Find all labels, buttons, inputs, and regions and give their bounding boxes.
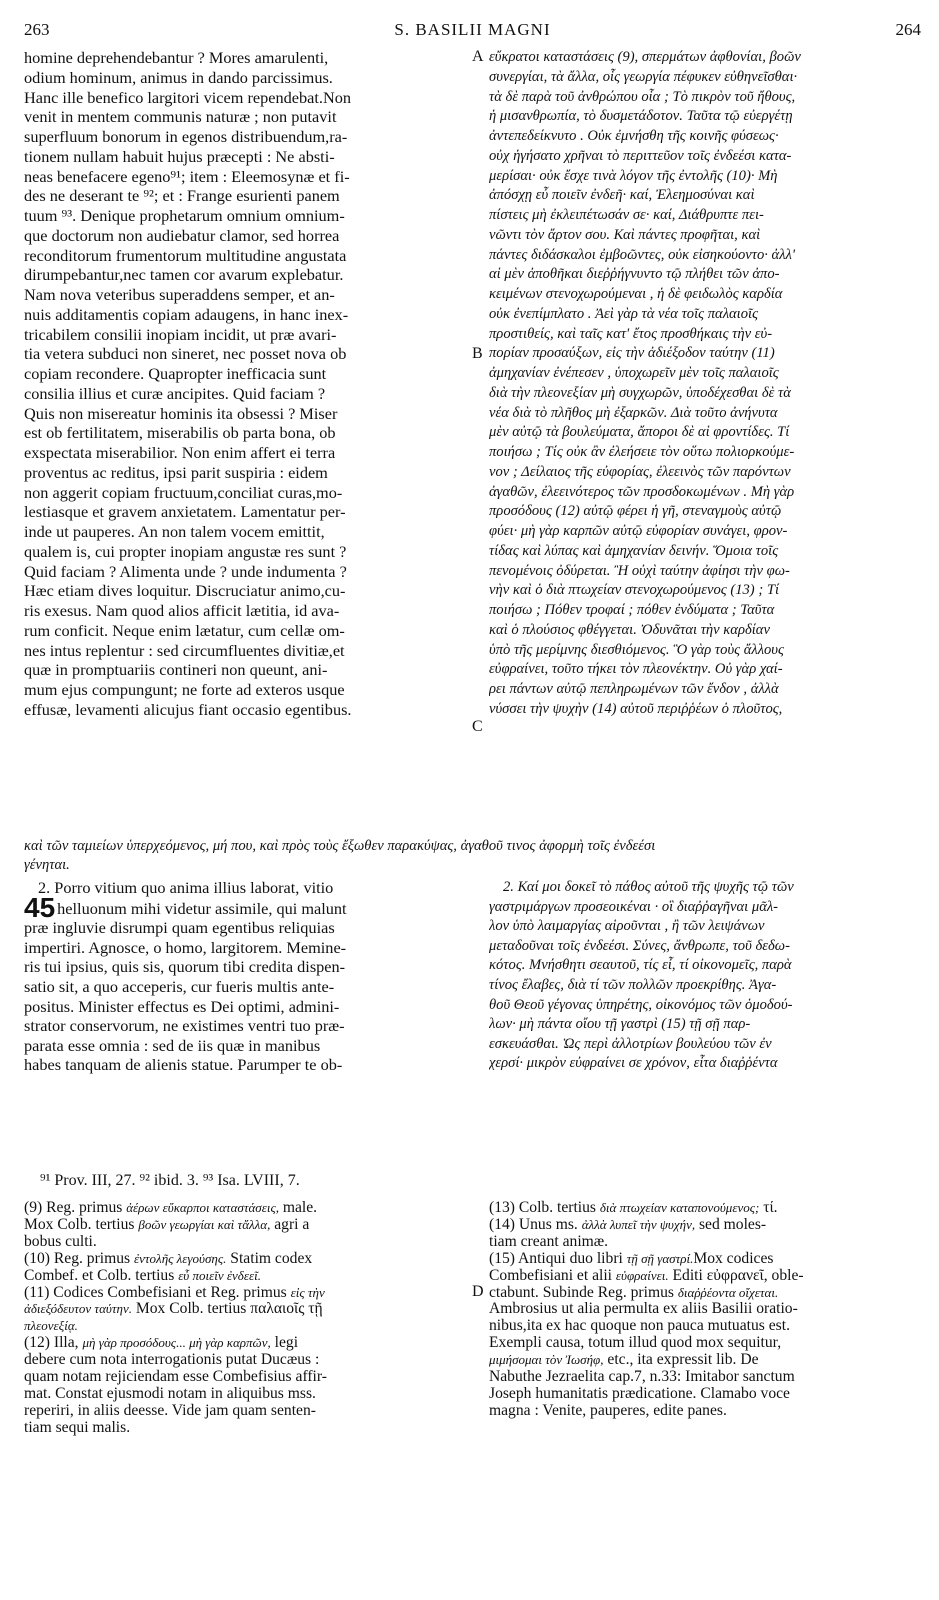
greek-text-line: πενομένοις ὀδύρεται. Ἢ οὐχὶ ταύτην ἀφίησι τὴν φω- [489, 562, 790, 579]
greek-text-line: αἱ μὲν ἀποθῆκαι διεῤῥήγνυντο τῷ πλήθει τῶν ἀπο- [489, 266, 780, 283]
greek-section2-line: χερσί· μικρὸν εὐφραίνει σε χρόνον, εἶτα διαῤῥέντα [489, 1055, 778, 1072]
latin-text-line: nes intus replentur : sed circumfluentes divitiæ,et [24, 640, 345, 660]
greek-text-line: νέα διὰ τὸ πλῆθος μὴ ἐξαρκῶν. Διὰ τοῦτο ἀνήνυτα [489, 404, 778, 421]
latin-text-line: quæ in promptuariis contineri non queunt, ani- [24, 660, 328, 680]
latin-text-line: homine deprehendebantur ? Mores amarulenti, [24, 48, 329, 67]
greek-text-line: νύσσει τὴν ψυχὴν (14) αὐτοῦ περιῤῥέων ὁ πλοῦτος, [489, 700, 783, 717]
latin-text-line: Nam nova veteribus superaddens semper, et an- [24, 285, 335, 304]
latin-text-line: Hanc ille benefico largitori vicem rependebat.Non [24, 87, 352, 107]
greek-text-line: φύει· μὴ γὰρ καρπῶν αὐτῷ εὐφορίαν συνάγει, φρον- [489, 523, 788, 539]
footnotes-right [489, 1200, 921, 1420]
greek-text-line: ἀμηχανίαν ἐνέπεσεν , ὑποχωρεῖν μὲν τοῖς παλαιοῖς [489, 365, 779, 381]
latin-section2-line: 45 helluonum mihi videtur assimile, qui malunt [24, 898, 469, 919]
greek-text-line: ἀπόσχῃ εὖ ποιεῖν ἐνδεῆ· καί, Ἐλεημοσύναι καὶ [489, 187, 755, 204]
greek-section2-line: εσκευάσθαι. Ὡς περὶ ἀλλοτρίων βουλεύου τῶν ἐν [489, 1035, 772, 1052]
latin-section2-line: ris tui ipsius, quis sis, quorum tibi credita dispen- [24, 957, 346, 977]
greek-section2-line: λων· μὴ πάντα οἴου τῇ γαστρὶ (15) τῇ σῇ παρ- [489, 1016, 751, 1033]
latin-section2-line: parata esse omnia : sed de iis quæ in manibus [24, 1035, 321, 1055]
latin-text-line: Hæc etiam dives loquitur. Discruciatur animo,cu- [24, 581, 346, 601]
footnote-line: (13) Colb. tertius διὰ πτωχείαν καταπονούμενος; τί. [489, 1200, 778, 1216]
latin-text-line: venit in mentem communis naturæ ; non putavit [24, 107, 337, 127]
latin-section2-line: 2. Porro vitium quo anima illius laborat, vitio [38, 878, 334, 897]
footnote-line: Combef. et Colb. tertius εὖ ποιεῖν ἐνδεεῖ. [24, 1267, 261, 1284]
latin-section2-line: satio sit, a quo acceperis, cur fueris multis ante- [24, 976, 335, 996]
footnote-line: (11) Codices Combefisiani et Reg. primus εἰς τὴν [24, 1284, 325, 1301]
footnote-line: tiam sequi malis. [24, 1419, 131, 1436]
footnotes-left [24, 1200, 464, 1437]
latin-text-line: mum ejus compungunt; ne forte ad exteros usque [24, 680, 345, 699]
latin-text-line: neas benefacere egeno⁹¹; item : Eleemosynæ et fi- [24, 166, 350, 186]
latin-text-line: non aggerit copiam fructuum,conciliat curas,mo- [24, 482, 343, 502]
greek-section2-line: θοῦ Θεοῦ γέγονας ὑπηρέτης, οἰκονόμος τῶν ὁμοδού- [489, 996, 793, 1013]
margin-marker-c: C [472, 718, 483, 735]
footnote-line: (15) Antiqui duo libri τῇ σῇ γαστρί.Mox codices [489, 1250, 774, 1267]
footnote-line: μιμήσομαι τὸν Ἰωσήφ, etc., ita expressit lib. De [489, 1352, 759, 1369]
greek-text-line: τὰ δὲ παρὰ τοῦ ἀνθρώπου οἷα ; Τὸ πικρὸν τοῦ ἤθους, [489, 88, 796, 105]
latin-text-line: ris exesus. Nam quod alios afficit lætitia, id ava- [24, 601, 340, 620]
footnote-line: Mox Colb. tertius βοῶν γεωργίαι καὶ τἄλλα, agri a [24, 1216, 310, 1233]
greek-text-line: καὶ ὁ πλούσιος φθέγγεται. Ὀδυνᾶται τὴν καρδίαν [489, 621, 770, 638]
greek-text-line: προσόδους (12) αὐτῷ φέρει ἡ γῆ, στεναγμοὺς αὐτῷ [489, 503, 782, 520]
greek-text-line: πίστεις μὴ ἐκλειπέτωσάν σε· καί, Διάθρυπτε πει- [489, 207, 764, 223]
latin-text-line: lestiasque et gravem anxietatem. Lamentatur per- [24, 502, 346, 522]
page-number-left: 263 [24, 20, 50, 39]
footnote-line: (10) Reg. primus ἐντολῆς λεγούσης. Statim codex [24, 1250, 313, 1267]
greek-column [489, 48, 921, 720]
greek-text-line: πάντες διδάσκαλοι ἐμβοῶντες, οὐκ εἰσηκούοντο· ἀλλ' [489, 246, 795, 263]
latin-text-line: Quid faciam ? Alimenta unde ? unde indumenta ? [24, 561, 347, 581]
latin-text-line: proventus ac reditus, ipsi parit suspiria : eidem [24, 462, 328, 482]
greek-spill-line-2: γένηται. [24, 857, 70, 873]
greek-text-line: ὑπὸ τῆς μερίμνης διεσθιόμενος. Ὃ γὰρ τοὺς ἄλλους [489, 641, 784, 658]
greek-section2-line: κότος. Μνήσθητι σεαυτοῦ, τίς εἶ, τί οἰκονομεῖς, παρὰ [489, 957, 792, 974]
greek-text-line: εὔκρατοι καταστάσεις (9), σπερμάτων ἀφθονίαι, βοῶν [489, 49, 801, 65]
latin-text-line: des ne deserant te ⁹²; et : Frange esurienti panem [24, 186, 340, 206]
footnote-line: Combefisiani et alii εὐφραίνει. Editi εὐφρανεῖ, oble- [489, 1267, 804, 1284]
page-number-right: 264 [895, 20, 921, 39]
footnote-line: magna : Venite, pauperes, edite panes. [489, 1402, 727, 1419]
greek-text-line: ρει πάντων αὐτῷ πεπληρωμένων τῶν ἔνδον , ἀλλὰ [489, 681, 779, 697]
greek-text-line: μὲν αὐτῷ τὰ βουλεύματα, ἄποροι δὲ αἱ φροντίδες. Τί [489, 424, 790, 441]
latin-section2-line: habes tanquam de alienis statue. Parumper te ob- [24, 1055, 343, 1075]
greek-text-line: ἀγαθῶν, ἐλεεινότερος τῶν προσδοκωμένων . Μὴ γὰρ [489, 483, 795, 500]
greek-text-line: ἡ μισανθρωπία, τὸ δυσμετάδοτον. Ταῦτα τῷ εὐεργέτῃ [489, 108, 793, 125]
latin-text-line: effusæ, levamenti alicujus fiant occasio egentibus. [24, 699, 352, 719]
latin-text-line: exspectata miserabilior. Non enim affert ei terra [24, 443, 336, 462]
greek-text-line: νῶντι τὸν ἄρτον σου. Καὶ πάντες προφῆται, καὶ [489, 226, 761, 243]
latin-section2-line: strator conservorum, ne existimes ventri tuo præ- [24, 1016, 345, 1036]
footnote-line: Nabuthe Jezraelita cap.7, n.33: Imitabor sanctum [489, 1369, 795, 1386]
latin-text-line: tuum ⁹³. Denique prophetarum omnium omnium- [24, 206, 345, 225]
latin-text-line: tricabilem consilii inopiam incidit, ut præ avari- [24, 324, 337, 344]
footnote-line: πλεονεξίᾳ. [24, 1318, 78, 1334]
latin-text-line: nuis additamentis copiam adaugens, in hanc inex- [24, 304, 349, 324]
greek-text-line: διὰ τὴν πλεονεξίαν μὴ συγχωρῶν, ὑποδέχεσθαι δὲ τὰ [489, 384, 791, 401]
latin-text-line: qualem is, cui propter inopiam angustæ res sunt ? [24, 541, 347, 561]
latin-text-line: reconditorum frumentorum multitudine angustata [24, 245, 347, 265]
latin-section2-line: positus. Minister effectus es Dei optimi, admini- [24, 996, 340, 1016]
latin-text-line: rum conficit. Neque enim lætatur, cum cellæ om- [24, 620, 345, 640]
footnote-line: debere cum nota interrogationis putat Ducæus : [24, 1352, 320, 1369]
greek-section2-line: μεταδοῦναι τοῖς ἐνδεέσι. Σύνες, ἄνθρωπε, τοῦ δεδω- [489, 937, 790, 954]
greek-text-line: οὐχ ἡγήσατο χρῆναι τὸ περιττεῦον τοῖς ἐνδεέσι κατα- [489, 147, 792, 164]
margin-marker-b: B [472, 345, 483, 362]
greek-text-line: εὐφραίνει, τοῦτο τήκει τὸν πλεονέκτην. Οὐ γὰρ χαί- [489, 661, 783, 678]
footnote-line: quam notam rejiciendam esse Combefisius affir- [24, 1369, 327, 1386]
footnote-line: ἀδιεξόδευτον ταύτην. Mox Colb. tertius παλαιοῖς τῇ [24, 1301, 323, 1318]
greek-spill-line-1: καὶ τῶν ταμιείων ὑπερχεόμενος, μή που, καὶ πρὸς τοὺς ἔξωθεν παρακύψας, ἀγαθοῦ τινος ἀφορμὴ τοῖς ἐνδεέσι [24, 838, 656, 854]
greek-section2-line: 2. Καί μοι δοκεῖ τὸ πάθος αὐτοῦ τῆς ψυχῆς τῷ τῶν [503, 879, 794, 895]
latin-section-2 [24, 878, 469, 1075]
footnote-line: mat. Constat ejusmodi notam in aliquibus mss. [24, 1385, 316, 1402]
margin-marker-a: A [472, 48, 484, 65]
footnote-line: (14) Unus ms. ἀλλὰ λυπεῖ τὴν ψυχήν, sed moles- [489, 1216, 767, 1233]
greek-text-line: συνεργίαι, τὰ ἄλλα, οἷς γεωργία πέφυκεν εὐθηνεῖσθαι· [489, 68, 798, 85]
latin-column [24, 48, 469, 720]
greek-text-line: νὴν καὶ ὁ διὰ πτωχείαν στενοχωρούμενος (13) ; Τί [489, 582, 779, 599]
latin-text-line: odium hominum, animus in dando parcissimus. [24, 67, 333, 87]
latin-text-line: tia vetera subduci non sineret, nec posset nova ob [24, 344, 347, 364]
footnote-line: bobus culti. [24, 1233, 97, 1250]
footnote-line: ctabunt. Subinde Reg. primus διαῤῥέοντα οἴχεται. [489, 1284, 779, 1301]
latin-text-line: copiam recondere. Quapropter inefficacia sunt [24, 364, 327, 383]
latin-text-line: que doctorum non audiebatur clamor, sed horrea [24, 225, 340, 245]
running-title: S. BASILII MAGNI [394, 20, 551, 39]
greek-section2-line: λον ὑπὸ λαιμαργίας αἱροῦνται , ἢ τῶν λειψάνων [489, 918, 765, 935]
latin-text-line: inde ut pauperes. An non talem vocem emittit, [24, 522, 325, 541]
latin-section2-line: præ ingluvie disrumpi quam egentibus reliquias [24, 918, 335, 938]
latin-text-line: dirumpebantur,nec tamen cor avarum explebatur. [24, 265, 344, 285]
latin-text-line: superfluum bonorum in egenos distribuendum,ra- [24, 127, 348, 146]
greek-text-line: μερίσαι· οὐκ ἔσχε τινὰ λόγον τῆς ἐντολῆς (10)· Μὴ [489, 167, 778, 184]
latin-section2-line: impertiri. Agnosce, o homo, largitorem. Memine- [24, 937, 347, 957]
greek-text-line: κειμένων στενοχωρούμεναι , ἡ δὲ φειδωλὸς καρδία [489, 286, 783, 302]
footnote-line: Ambrosius ut alia permulta ex aliis Basilii oratio- [489, 1301, 798, 1318]
greek-text-line: τίδας καὶ λύπας καὶ ἀμηχανίαν δεινήν. Ὅμοια τοῖς [489, 542, 779, 559]
latin-text-line: est ob fertilitatem, miserabilis ob parta bona, ob [24, 423, 336, 443]
footnote-line: (12) Illa, μὴ γὰρ προσόδους... μὴ γὰρ καρπῶν, legi [24, 1335, 299, 1352]
column-number: 45 [24, 897, 56, 919]
footnote-line: tiam creant animæ. [489, 1233, 609, 1250]
latin-text-line: consilia illius et curæ ancipites. Quid faciam ? [24, 383, 326, 403]
footnote-line: Exempli causa, totum illud quod mox sequitur, [489, 1335, 782, 1352]
greek-section2-line: τίνος ἔλαβες, διὰ τί τῶν πολλῶν προεκρίθης. Ἀγα- [489, 976, 777, 993]
greek-section2-line: γαστριμάργων προσεοικέναι · οἳ διαῤῥαγῆναι μᾶλ- [489, 898, 779, 915]
running-header [24, 16, 921, 46]
greek-spill-line [24, 837, 924, 875]
greek-text-line: ἀντεπεδείκνυτο . Οὐκ ἐμνήσθη τῆς κοινῆς φύσεως· [489, 128, 779, 144]
greek-text-line: οὐκ ἐνεπίμπλατο . Ἀεὶ γὰρ τὰ νέα τοῖς παλαιοῖς [489, 305, 759, 322]
greek-text-line: νον ; Δείλαιος τῆς εὐφορίας, ἐλεεινὸς τῶν παρόντων [489, 463, 791, 480]
greek-section-2 [489, 878, 921, 1074]
greek-text-line: προστιθείς, καὶ ταῖς κατ' ἔτος προσθήκαις τὴν εὐ- [489, 325, 773, 342]
greek-text-line: ποιήσω ; Πόθεν τροφαί ; πόθεν ἐνδύματα ; Ταῦτα [489, 602, 775, 618]
scripture-references: ⁹¹ Prov. III, 27. ⁹² ibid. 3. ⁹³ Isa. LVIII, 7. [40, 1172, 300, 1189]
latin-text-line: Quis non misereatur hominis ita obsessi ? Miser [24, 403, 338, 423]
footnote-line: Joseph humanitatis prædicatione. Clamabo voce [489, 1385, 790, 1402]
greek-text-line: πορίαν προσαύξων, εἰς τὴν ἀδιέξοδον ταύτην (11) [489, 345, 775, 362]
margin-marker-d: D [472, 1283, 484, 1300]
footnote-line: nibus,ita ex hac quoque non pauca mutuatus est. [489, 1318, 790, 1335]
footnote-line: (9) Reg. primus ἀέρων εὔκαρποι καταστάσεις, male. [24, 1200, 318, 1216]
greek-text-line: ποιήσω ; Τίς οὐκ ἂν ἐλεήσειε τὸν οὕτω πολιορκούμε- [489, 444, 795, 460]
latin-text-line: tionem nullam habuit hujus præcepti : Ne absti- [24, 146, 335, 166]
footnote-line: reperiri, in aliis deesse. Vide jam quam senten- [24, 1402, 316, 1419]
